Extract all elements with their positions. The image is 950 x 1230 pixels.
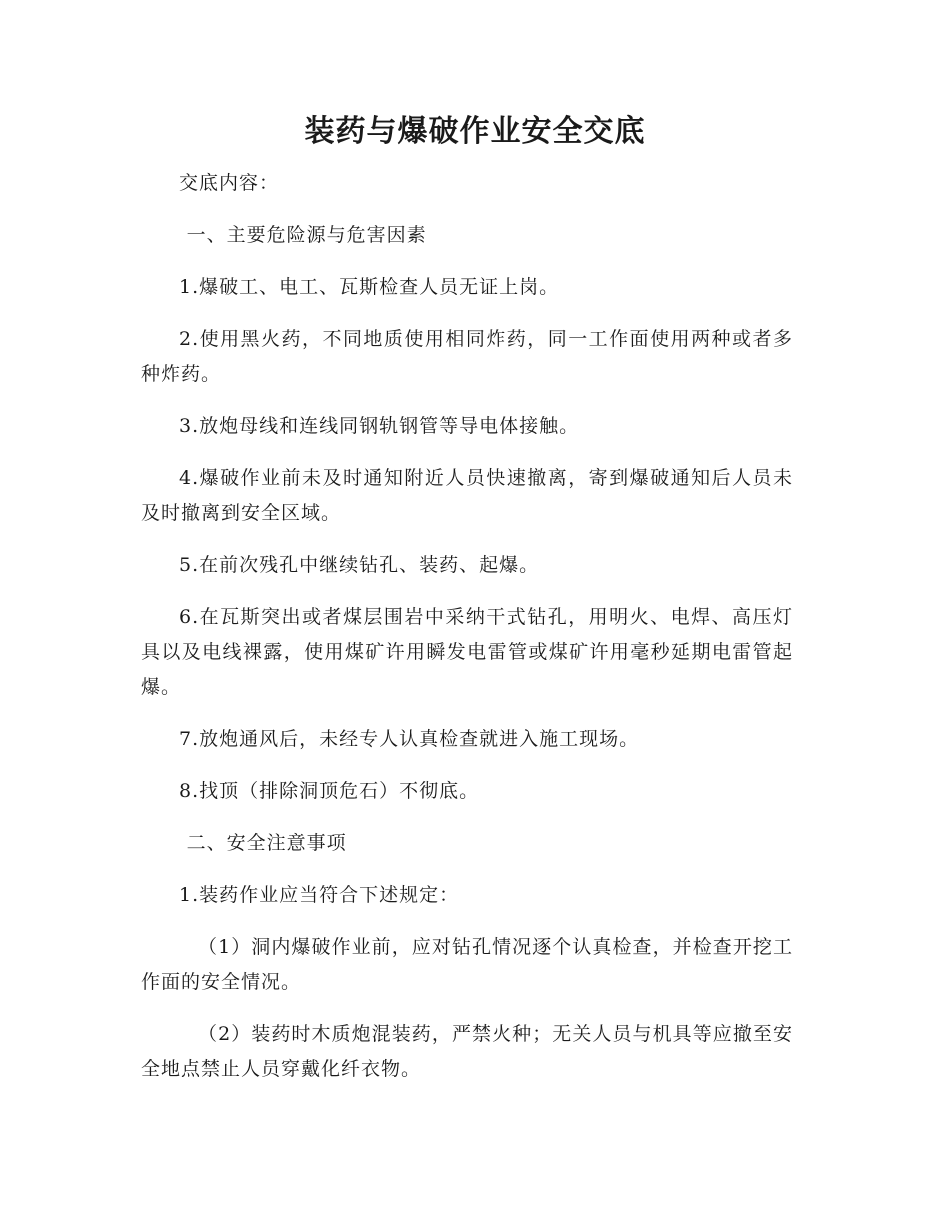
hazard-item-7: 7.放炮通风后，未经专人认真检查就进入施工现场。 bbox=[179, 728, 640, 750]
hazard-item-4: 4.爆破作业前未及时通知附近人员快速撤离，寄到爆破通知后人员未及时撤离到安全区域。 bbox=[141, 467, 793, 524]
paragraph-intro: 交底内容： bbox=[179, 172, 280, 194]
document-body bbox=[141, 166, 793, 1104]
safety-subitem-2: （2）装药时木质炮混装药，严禁火种；无关人员与机具等应撤至安全地点禁止人员穿戴化纤衣物。 bbox=[141, 1023, 793, 1080]
document-title: 装药与爆破作业安全交底 bbox=[304, 114, 646, 149]
safety-item-1: 1.装药作业应当符合下述规定： bbox=[179, 884, 460, 906]
hazard-item-8: 8.找顶（排除洞顶危石）不彻底。 bbox=[179, 780, 480, 802]
hazard-item-5: 5.在前次残孔中继续钻孔、装药、起爆。 bbox=[179, 554, 540, 576]
hazard-item-2: 2.使用黑火药，不同地质使用相同炸药，同一工作面使用两种或者多种炸药。 bbox=[141, 328, 793, 385]
section-heading-hazards: 一、主要危险源与危害因素 bbox=[186, 224, 427, 246]
safety-subitem-1: （1）洞内爆破作业前，应对钻孔情况逐个认真检查，并检查开挖工作面的安全情况。 bbox=[141, 936, 793, 993]
section-heading-safety: 二、安全注意事项 bbox=[186, 832, 347, 854]
hazard-item-3: 3.放炮母线和连线同钢轨钢管等导电体接触。 bbox=[179, 415, 580, 437]
hazard-item-6: 6.在瓦斯突出或者煤层围岩中采纳干式钻孔，用明火、电焊、高压灯具以及电线裸露，使用煤矿许用瞬发电雷管或煤矿许用毫秒延期电雷管起爆。 bbox=[141, 606, 793, 698]
hazard-item-1: 1.爆破工、电工、瓦斯检查人员无证上岗。 bbox=[179, 276, 560, 298]
